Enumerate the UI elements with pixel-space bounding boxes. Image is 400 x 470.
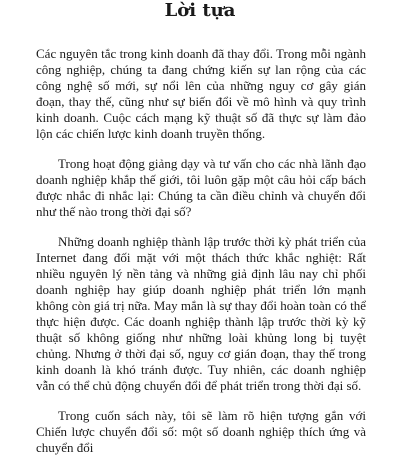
paragraph-2: Trong hoạt động giảng dạy và tư vấn cho các nhà lãnh đạo doanh nghiệp khắp thế giới, tôi luôn gặp một câu hỏi cấp bách được nhắc đi nhắc lại: Chúng ta cần điều chỉnh và chuyển đổi như thế nào trong thời đại số? [36,156,366,219]
paragraph-3: Những doanh nghiệp thành lập trước thời kỳ phát triển của Internet đang đối mặt với một thách thức khắc nghiệt: Rất nhiều nguyên lý nền tảng và những giả định lâu nay chỉ phối doanh nghiệp hay giúp doanh nghiệp phát triển lớn mạnh không còn giá trị nữa. May mắn là sự thay đổi hoàn toàn có thể thực hiện được. Các doanh nghiệp thành lập trước thời kỳ kỹ thuật số không giống như những loài khủng long bị tuyệt chủng. Nhưng ở thời đại số, nguy cơ gián đoạn, thay thế trong kinh doanh là khó tránh được. Tuy nhiên, các doanh nghiệp vẫn có thể chủ động chuyển đổi để phát triển trong thời đại số. [36,234,366,393]
paragraph-4: Trong cuốn sách này, tôi sẽ làm rõ hiện tượng gắn với Chiến lược chuyển đổi số: một số doanh nghiệp thích ứng và chuyển đổi [36,408,366,455]
page-title: Lời tựa [164,0,236,21]
body-text [36,46,366,470]
paragraph-1: Các nguyên tắc trong kinh doanh đã thay đổi. Trong mỗi ngành công nghiệp, chúng ta đang chứng kiến sự lan rộng của các công nghệ số mới, sự nổi lên của những nguy cơ gây gián đoạn, thay thế, cũng như sự biến đổi về mô hình và quy trình kinh doanh. Cuộc cách mạng kỹ thuật số đã thực sự làm đảo lộn các chiến lược kinh doanh truyền thống. [36,46,366,141]
